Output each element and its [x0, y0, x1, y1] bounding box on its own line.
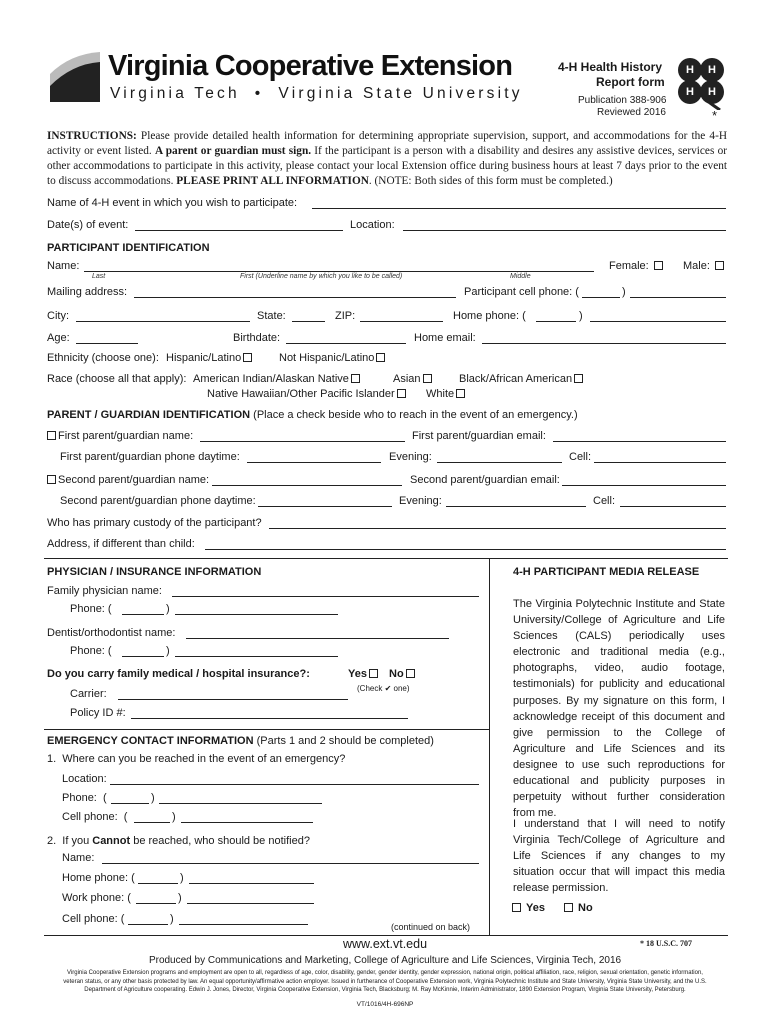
white-label: White [426, 388, 455, 400]
event-name-field[interactable] [312, 208, 726, 209]
emergency-heading-note: (Parts 1 and 2 should be completed) [253, 735, 434, 747]
second-evening-field[interactable] [446, 506, 586, 507]
notify-cell-area-field[interactable] [128, 924, 168, 925]
q2-text: be reached, who should be notified? [130, 835, 310, 847]
second-guardian-phone-field[interactable] [258, 506, 392, 507]
paren-close: ) [151, 792, 155, 804]
emergency-phone-label: Phone: ( [62, 792, 107, 804]
second-guardian-email-label: Second parent/guardian email: [410, 474, 560, 486]
media-yes-checkbox[interactable] [512, 903, 521, 912]
notify-name-field[interactable] [102, 863, 479, 864]
participant-cell-field[interactable] [630, 297, 726, 298]
org-subtitle: Virginia Tech • Virginia State University [110, 85, 523, 102]
notify-home-area-field[interactable] [138, 883, 178, 884]
first-guardian-name-option[interactable] [47, 430, 193, 442]
policy-field[interactable] [131, 718, 408, 719]
emergency-location-field[interactable] [110, 784, 479, 785]
instructions-label: INSTRUCTIONS: [47, 130, 137, 142]
section-divider-mid [44, 729, 489, 730]
media-no-label: No [578, 902, 593, 914]
paren-close: ) [178, 892, 182, 904]
insurance-yes-checkbox[interactable] [369, 669, 378, 678]
physician-phone-label: Phone: ( [70, 603, 112, 615]
middle-name-caption: Middle [510, 273, 531, 280]
emergency-question-2 [47, 835, 310, 847]
dentist-phone-field[interactable] [175, 656, 338, 657]
not-hispanic-option[interactable] [279, 352, 385, 364]
four-h-clover-icon [676, 56, 726, 110]
policy-label: Policy ID #: [70, 707, 126, 719]
mailing-address-field[interactable] [134, 297, 456, 298]
black-label: Black/African American [459, 373, 573, 385]
home-email-label: Home email: [414, 332, 476, 344]
participant-name-field[interactable] [84, 271, 594, 272]
footer-url[interactable]: www.ext.vt.edu [342, 937, 428, 951]
guardian-address-field[interactable] [205, 549, 726, 550]
notify-work-area-field[interactable] [136, 903, 176, 904]
name-label: Name: [47, 260, 80, 272]
first-evening-field[interactable] [437, 462, 562, 463]
first-cell-field[interactable] [594, 462, 726, 463]
home-phone-field[interactable] [590, 321, 726, 322]
female-option[interactable] [609, 260, 663, 272]
q2-bold: Cannot [92, 835, 131, 847]
media-heading: 4-H PARTICIPANT MEDIA RELEASE [513, 566, 700, 578]
instructions-bold: A parent or guardian must sign. [155, 145, 312, 157]
custody-field[interactable] [269, 528, 726, 529]
notify-home-field[interactable] [189, 883, 314, 884]
hawaiian-label: Native Hawaiian/Other Pacific Islander [207, 388, 395, 400]
paren-close: ) [579, 310, 583, 322]
hispanic-option[interactable] [166, 352, 252, 364]
notify-name-label: Name: [62, 852, 95, 864]
female-checkbox[interactable] [654, 261, 663, 270]
first-guardian-checkbox[interactable] [47, 431, 56, 440]
vce-logo [50, 52, 100, 102]
paren-close: ) [180, 872, 184, 884]
state-label: State: [257, 310, 286, 322]
home-email-field[interactable] [482, 343, 726, 344]
emergency-heading-title: EMERGENCY CONTACT INFORMATION [47, 735, 254, 747]
amer-indian-option[interactable] [193, 373, 360, 385]
asian-option[interactable] [393, 373, 432, 385]
media-para-1: The Virginia Polytechnic Institute and State University/College of Agriculture and Life Sciences (CALS) periodically uses electronic and traditional media (e.g., photographs, video, audio footage, testimonials) for publicity and educational purposes. By my signature on this form, I acknowledge receipt of this document and give permission to the College of Agriculture and Life Sciences and its designee to use such reproductions for educational and publicity purposes in perpetuity without further consideration from me. [513, 598, 725, 820]
emergency-question-1: 1. Where can you be reached in the event of an emergency? [47, 753, 346, 765]
instructions-text: If the participant is a person with a disability and desires any assistive devices, services or other accommodations to participate in this activity, please contact your local Extension office during business hours at least 7 days prior to the event to discuss accommodations. [47, 145, 727, 187]
first-guardian-email-field[interactable] [553, 441, 726, 442]
physician-heading: PHYSICIAN / INSURANCE INFORMATION [47, 566, 262, 578]
second-guardian-phone-label: Second parent/guardian phone daytime: [60, 495, 256, 507]
first-guardian-email-label: First parent/guardian email: [412, 430, 546, 442]
form-title-1: 4-H Health History [558, 60, 663, 74]
second-guardian-email-field[interactable] [562, 485, 726, 486]
first-guardian-name-field[interactable] [200, 441, 405, 442]
carrier-label: Carrier: [70, 688, 107, 700]
black-option[interactable] [459, 373, 583, 385]
clover-letter: H [708, 64, 716, 76]
notify-cell-label: Cell phone: ( [62, 913, 125, 925]
asterisk-mark: * [712, 108, 718, 123]
media-yes-option[interactable] [512, 902, 545, 914]
first-cell-label: Cell: [569, 451, 592, 463]
male-checkbox[interactable] [715, 261, 724, 270]
event-location-label: Location: [350, 219, 395, 231]
asian-checkbox[interactable] [423, 374, 432, 383]
emergency-cell-area-field[interactable] [134, 822, 170, 823]
guardian-heading [47, 409, 578, 421]
second-evening-label: Evening: [399, 495, 442, 507]
check-one-note: (Check ✔ one) [357, 684, 410, 693]
event-dates-label: Date(s) of event: [47, 219, 129, 231]
asian-label: Asian [393, 373, 421, 385]
section-divider-top [44, 558, 728, 559]
paren-close: ) [166, 603, 170, 615]
first-guardian-phone-label: First parent/guardian phone daytime: [60, 451, 240, 463]
state-field[interactable] [292, 321, 325, 322]
event-location-field[interactable] [403, 230, 726, 231]
footer-produced: Produced by Communications and Marketing, College of Agriculture and Life Sciences, Virginia Tech, 2016 [148, 955, 622, 966]
event-dates-field[interactable] [135, 230, 343, 231]
emergency-cell-label: Cell phone: ( [62, 811, 128, 823]
section-divider-bottom [44, 935, 728, 936]
insurance-no-option[interactable] [389, 668, 415, 680]
media-yes-label: Yes [526, 902, 545, 914]
race-label: Race (choose all that apply): [47, 373, 187, 385]
family-physician-label: Family physician name: [47, 585, 162, 597]
home-phone-label: Home phone: ( [453, 310, 526, 322]
address-label: Address, if different than child: [47, 538, 195, 550]
guardian-heading-note: (Place a check beside who to reach in the event of an emergency.) [250, 409, 578, 421]
dentist-label: Dentist/orthodontist name: [47, 627, 176, 639]
zip-label: ZIP: [335, 310, 356, 322]
participant-heading: PARTICIPANT IDENTIFICATION [47, 242, 210, 254]
clover-letter: H [686, 86, 694, 98]
first-guardian-name-label: First parent/guardian name: [58, 430, 194, 442]
zip-field[interactable] [360, 321, 443, 322]
emergency-phone-field[interactable] [159, 803, 322, 804]
white-checkbox[interactable] [456, 389, 465, 398]
fine-print-line: Virginia Cooperative Extension programs and employment are open to all, regardless of age, color, disability, gender, gender identity, gender expression, national origin, political affiliation, race, religion, sexual orientation, genetic information, [67, 970, 703, 976]
hawaiian-checkbox[interactable] [397, 389, 406, 398]
carrier-field[interactable] [118, 699, 348, 700]
hispanic-checkbox[interactable] [243, 353, 252, 362]
footer-fine-print [20, 969, 750, 995]
male-label: Male: [683, 260, 710, 272]
continued-note: (continued on back) [391, 922, 471, 932]
male-option[interactable] [683, 260, 724, 272]
media-no-checkbox[interactable] [564, 903, 573, 912]
media-para-2: I understand that I will need to notify Virginia Tech/College of Agriculture and Life Sciences if any changes to my situation occur that will impact this media release permission. [513, 818, 725, 895]
physician-phone-area-field[interactable] [122, 614, 164, 615]
emergency-location-label: Location: [62, 773, 107, 785]
hispanic-label: Hispanic/Latino [166, 352, 242, 364]
event-name-label: Name of 4-H event in which you wish to participate: [47, 197, 298, 209]
instructions-text: Please provide detailed health information for determining appropriate supervision, support, and accommodations for the 4-H activity or event listed. [47, 130, 727, 157]
second-cell-label: Cell: [593, 495, 616, 507]
q2-text: 2. If you [47, 835, 93, 847]
media-no-option[interactable] [564, 902, 593, 914]
age-field[interactable] [76, 343, 138, 344]
not-hispanic-checkbox[interactable] [376, 353, 385, 362]
notify-work-phone-label: Work phone: ( [62, 892, 131, 904]
clover-letter: H [686, 64, 694, 76]
clover-letter: H [708, 86, 716, 98]
mailing-address-label: Mailing address: [47, 286, 128, 298]
participant-cell-area-field[interactable] [582, 297, 620, 298]
white-option[interactable] [426, 388, 465, 400]
ethnicity-label: Ethnicity (choose one): [47, 352, 159, 364]
org-title: Virginia Cooperative Extension [108, 50, 513, 82]
black-checkbox[interactable] [574, 374, 583, 383]
insurance-no-label: No [389, 668, 404, 680]
dentist-phone-label: Phone: ( [70, 645, 112, 657]
emergency-phone-area-field[interactable] [111, 803, 149, 804]
second-guardian-checkbox[interactable] [47, 475, 56, 484]
second-cell-field[interactable] [620, 506, 726, 507]
family-physician-field[interactable] [172, 596, 479, 597]
second-guardian-name-option[interactable] [47, 474, 209, 486]
dentist-phone-area-field[interactable] [122, 656, 164, 657]
instructions-text: . (NOTE: Both sides of this form must be completed.) [368, 175, 613, 187]
first-evening-label: Evening: [389, 451, 432, 463]
instructions-bold: PLEASE PRINT ALL INFORMATION [176, 175, 369, 187]
footer-code: VT/1016/4H-696NP [356, 1001, 414, 1008]
paren-close: ) [622, 286, 626, 298]
emergency-cell-field[interactable] [181, 822, 313, 823]
amer-indian-checkbox[interactable] [351, 374, 360, 383]
guardian-heading-title: PARENT / GUARDIAN IDENTIFICATION [47, 409, 251, 421]
dentist-field[interactable] [186, 638, 449, 639]
birthdate-label: Birthdate: [233, 332, 281, 344]
fine-print-line: veteran status, or any other basis protected by law. An equal opportunity/affirmative action employer. Issued in furtherance of Cooperative Extension work, Virginia Polytechnic Institute and State University, Virginia State University, and the U.S. [63, 978, 707, 985]
paren-close: ) [166, 645, 170, 657]
last-name-caption: Last [92, 273, 106, 280]
insurance-label: Do you carry family medical / hospital insurance?: [47, 668, 310, 680]
second-guardian-name-field[interactable] [212, 485, 402, 486]
section-divider-vertical [489, 558, 490, 935]
first-guardian-phone-field[interactable] [247, 462, 381, 463]
birthdate-field[interactable] [286, 343, 406, 344]
city-label: City: [47, 310, 69, 322]
paren-close: ) [170, 913, 174, 925]
insurance-yes-option[interactable] [348, 668, 378, 680]
physician-phone-field[interactable] [175, 614, 338, 615]
publication-number: Publication 388-906 [578, 95, 667, 106]
home-phone-area-field[interactable] [536, 321, 576, 322]
city-field[interactable] [76, 321, 250, 322]
hawaiian-option[interactable] [207, 388, 406, 400]
not-hispanic-label: Not Hispanic/Latino [279, 352, 375, 364]
female-label: Female: [609, 260, 649, 272]
notify-cell-field[interactable] [179, 924, 308, 925]
amer-indian-label: American Indian/Alaskan Native [193, 373, 349, 385]
participant-cell-label: Participant cell phone: ( [464, 286, 579, 298]
footer-usc: * 18 U.S.C. 707 [640, 939, 693, 948]
notify-home-phone-label: Home phone: ( [62, 872, 135, 884]
paren-close: ) [172, 811, 176, 823]
insurance-no-checkbox[interactable] [406, 669, 415, 678]
age-label: Age: [47, 332, 70, 344]
fine-print-line: Department of Agriculture cooperating. Edwin J. Jones, Director, Virginia Cooperative Extension, Virginia Tech, Blacksburg; M. Ray McKinnie, Interim Administrator, 1890 Extension Program, Virginia State University, Petersburg. [84, 987, 686, 993]
custody-label: Who has primary custody of the participant? [47, 517, 262, 529]
reviewed-date: Reviewed 2016 [597, 107, 666, 118]
notify-work-field[interactable] [187, 903, 314, 904]
form-title-2: Report form [596, 75, 665, 89]
emergency-heading [47, 735, 434, 747]
instructions [47, 129, 727, 189]
second-guardian-name-label: Second parent/guardian name: [58, 474, 210, 486]
first-name-caption: First (Underline name by which you like to be called) [240, 273, 403, 280]
insurance-yes-label: Yes [348, 668, 367, 680]
